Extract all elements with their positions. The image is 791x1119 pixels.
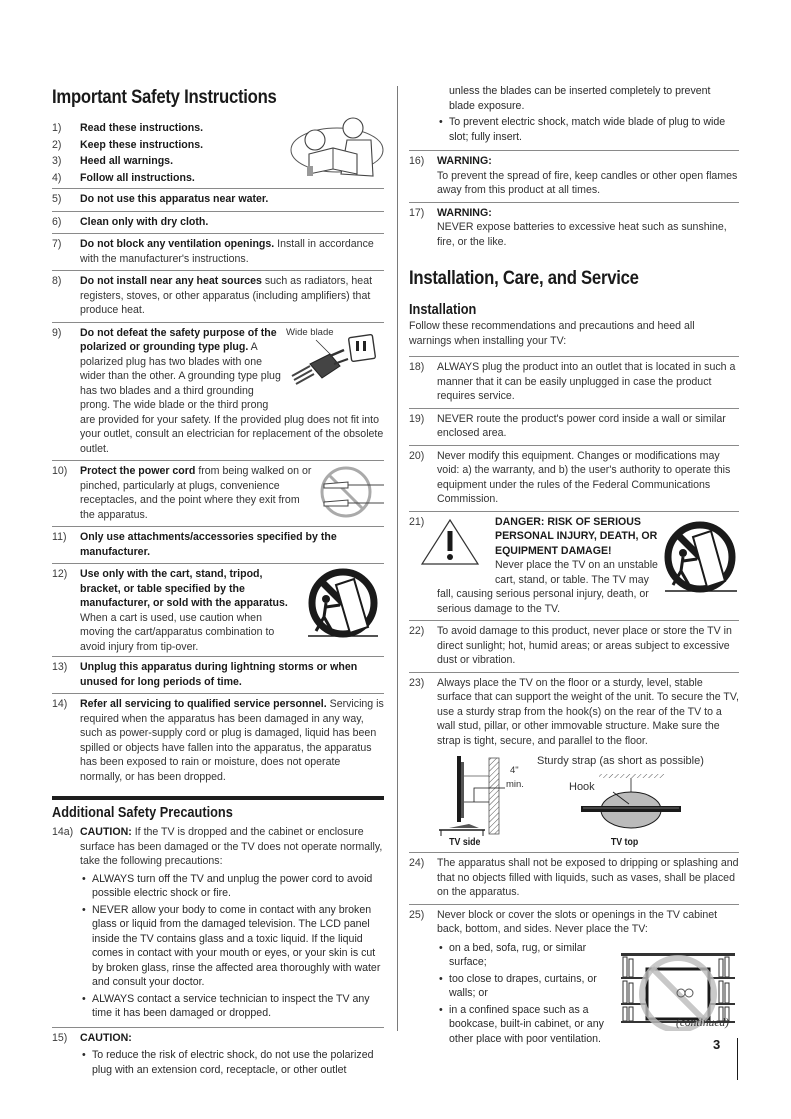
list-item: 14) Refer all servicing to qualified service personnel. Servicing is required when the apparatus has been damaged in any way, such as power-supply cord or plug is damaged, liquid has been spilled or objects have fallen into the apparatus, the apparatus has been exposed to rain or moisture, does not operate normally, or has been dropped.: [52, 693, 384, 788]
list-item: 4) Follow all instructions.: [52, 171, 195, 184]
list-item: 22) To avoid damage to this product, never place or store the TV in direct sunlight; hot, humid areas; or areas subject to excessive dust or vibration.: [409, 620, 739, 672]
additional-precautions-heading: Additional Safety Precautions: [52, 805, 233, 821]
list-item: 17) WARNING: NEVER expose batteries to excessive heat such as sunshine, fire, or the like.: [409, 202, 739, 254]
tv-side-diagram: [429, 752, 549, 836]
power-cord-prohibited-illustration: [318, 464, 384, 520]
bullet-item: • ALWAYS turn off the TV and unplug the power cord to avoid possible electric shock or fire.: [80, 872, 384, 901]
family-reading-illustration: [287, 114, 387, 182]
list-item: 5) Do not use this apparatus near water.: [52, 188, 384, 211]
bullet-list: [80, 872, 384, 1021]
list-item: 12) Use only with the cart, stand, tripod, bracket, or table specified by the manufacturer, or sold with the apparatus. When a cart is used, use caution when moving the cart/apparatus combination to avoid injury from tip-over.: [52, 563, 384, 656]
bullet-item: • ALWAYS contact a service technician to inspect the TV any time it has been damaged or dropped.: [80, 992, 384, 1021]
list-item: 14a) CAUTION: If the TV is dropped and the cabinet or enclosure surface has been damaged or the TV does not operate normally, take the following precautions: • ALWAYS turn off the TV and unplug the power cord to avoid possible electric shock or fire. • NEVER allow your body to come in contact with any broken glass or liquid from the damaged television. The LCD panel inside the TV contains glass and a toxic liquid. If the liquid comes in contact with your mouth or eyes, or your skin is cut by broken glass, rinse the affected area thoroughly with water and consult your doctor. • ALWAYS contact a service technician to inspect the TV any time it has been damaged or dropped.: [52, 824, 384, 1027]
warning-triangle-icon: [419, 517, 495, 575]
list-item: 1) Read these instructions.: [52, 122, 204, 134]
bullet-item: • To prevent electric shock, match wide blade of plug to wide slot; fully insert.: [437, 115, 739, 144]
continued-note: (continued): [676, 1017, 730, 1029]
list-item: 21) DANGER: RISK OF SERIOUS PERSONAL INJURY, DEATH, OR EQUIPMENT DAMAGE! Never place the TV on an unstable cart, stand, or table. The TV may fall, causing serious personal injury, death, or serious damage to the TV.: [409, 511, 739, 621]
bullet-item: • too close to drapes, curtains, or walls; or: [437, 972, 607, 1001]
list-item: 20) Never modify this equipment. Changes or modifications may void: a) the warranty, and b) the user's authority to operate this equipment under the rules of the Federal Communications Commission.: [409, 445, 739, 511]
list-item: 23) Always place the TV on the floor or a sturdy, level, stable surface that can support the weight of the unit. To secure the TV, use a sturdy strap from the hook(s) on the rear of the TV to a wall stud, pillar, or other immovable structure. Make sure the strap is tight, secure, and parallel to the floor.: [409, 672, 739, 753]
list-item: 9) Wide blade Do not defeat the safety purpose of the polarized or grounding type plug. A polarized plug has two blades with one wider than the other. A grounding type plug has two blades and a third grounding prong. The wide blade or the third prong are provided for your safety. If the provided plug does not fit into your outlet, consult an electrician for replacement of the obsolete outlet.: [52, 322, 384, 461]
list-item: 13) Unplug this apparatus during lightning storms or when unused for long periods of time.: [52, 656, 384, 693]
section-divider: [52, 796, 384, 800]
hook-label: Hook: [569, 781, 595, 793]
bullet-list: [437, 941, 607, 1047]
tv-strap-diagram: 4" min. TV side Sturdy strap (as short as possible) Hook TV top: [409, 752, 739, 852]
bullet-item: • on a bed, sofa, rug, or similar surface;: [437, 941, 607, 970]
list-item: 18) ALWAYS plug the product into an outlet that is located in such a manner that it can be easily unplugged in case the product requires service.: [409, 356, 739, 408]
cart-tip-over-warning-icon: [302, 567, 384, 639]
right-column: [409, 86, 739, 1052]
list-item: 11) Only use attachments/accessories specified by the manufacturer.: [52, 526, 384, 563]
list-item: 2) Keep these instructions.: [52, 138, 204, 151]
list-item: 10) Protect the power cord from being walked on or pinched, particularly at plugs, convenience receptacles, and the point where they exit from the apparatus.: [52, 460, 384, 526]
column-divider: [397, 86, 398, 1031]
list-item: 7) Do not block any ventilation openings. Install in accordance with the manufacturer's instructions.: [52, 233, 384, 270]
list-item: 8) Do not install near any heat sources such as radiators, heat registers, stoves, or other apparatus (including amplifiers) that produce heat.: [52, 270, 384, 322]
subsection-title: Installation: [409, 302, 477, 318]
section-title: Installation, Care, and Service: [409, 268, 639, 289]
list-item: 19) NEVER route the product's power cord inside a wall or similar enclosed area.: [409, 408, 739, 445]
list-item: 25) Never block or cover the slots or openings in the TV cabinet back, bottom, and sides. Never place the TV: • on a bed, sofa, rug, or similar surface; • too close to drapes, curtains, or walls; or • in a confined space such as a bookcase, built-in cabinet, or any other place with poor ventilation.: [409, 904, 739, 1053]
bullet-item: • To reduce the risk of electric shock, do not use the polarized plug with an extension cord, receptacle, or other outlet: [80, 1048, 384, 1077]
continued-bullets: unless the blades can be inserted completely to prevent blade exposure. • To prevent electric shock, match wide blade of plug to wide slot; fully insert.: [409, 84, 739, 144]
intro-text: Follow these recommendations and precautions and heed all warnings when installing your TV:: [409, 320, 695, 347]
page-number-rule: [737, 1038, 738, 1080]
list-item: 6) Clean only with dry cloth.: [52, 211, 384, 234]
page-number: 3: [713, 1037, 721, 1052]
list-item: 3) Heed all warnings.: [52, 155, 174, 167]
bullet-list: [80, 1048, 384, 1077]
bullet-item: • NEVER allow your body to come in contact with any broken glass or liquid from the damaged television. The LCD panel inside the TV contains glass and a toxic liquid. If the liquid comes in contact with your mouth or eyes, or your skin is cut by broken glass, rinse the affected area thoroughly with water and consult your doctor.: [80, 903, 384, 990]
list-item: 16) WARNING: To prevent the spread of fire, keep candles or other open flames away from this product at all times.: [409, 150, 739, 202]
basic-instructions-list: [52, 120, 282, 188]
list-item: 24) The apparatus shall not be exposed to dripping or splashing and that no objects filled with liquids, such as vases, shall be placed on the apparatus.: [409, 852, 739, 904]
left-column: [52, 86, 384, 1083]
list-item: 15) CAUTION: • To reduce the risk of electric shock, do not use the polarized plug with an extension cord, receptacle, or other outlet: [52, 1027, 384, 1084]
page-title: Important Safety Instructions: [52, 87, 277, 108]
strap-label: Sturdy strap (as short as possible): [537, 755, 704, 767]
bullet-item: • in a confined space such as a bookcase, built-in cabinet, or any other place with poor ventilation.: [437, 1003, 607, 1047]
cart-tip-over-warning-icon: [661, 519, 739, 599]
tv-side-caption: TV side: [449, 837, 481, 848]
tv-top-caption: TV top: [610, 837, 639, 848]
plug-illustration: Wide blade: [286, 326, 384, 402]
